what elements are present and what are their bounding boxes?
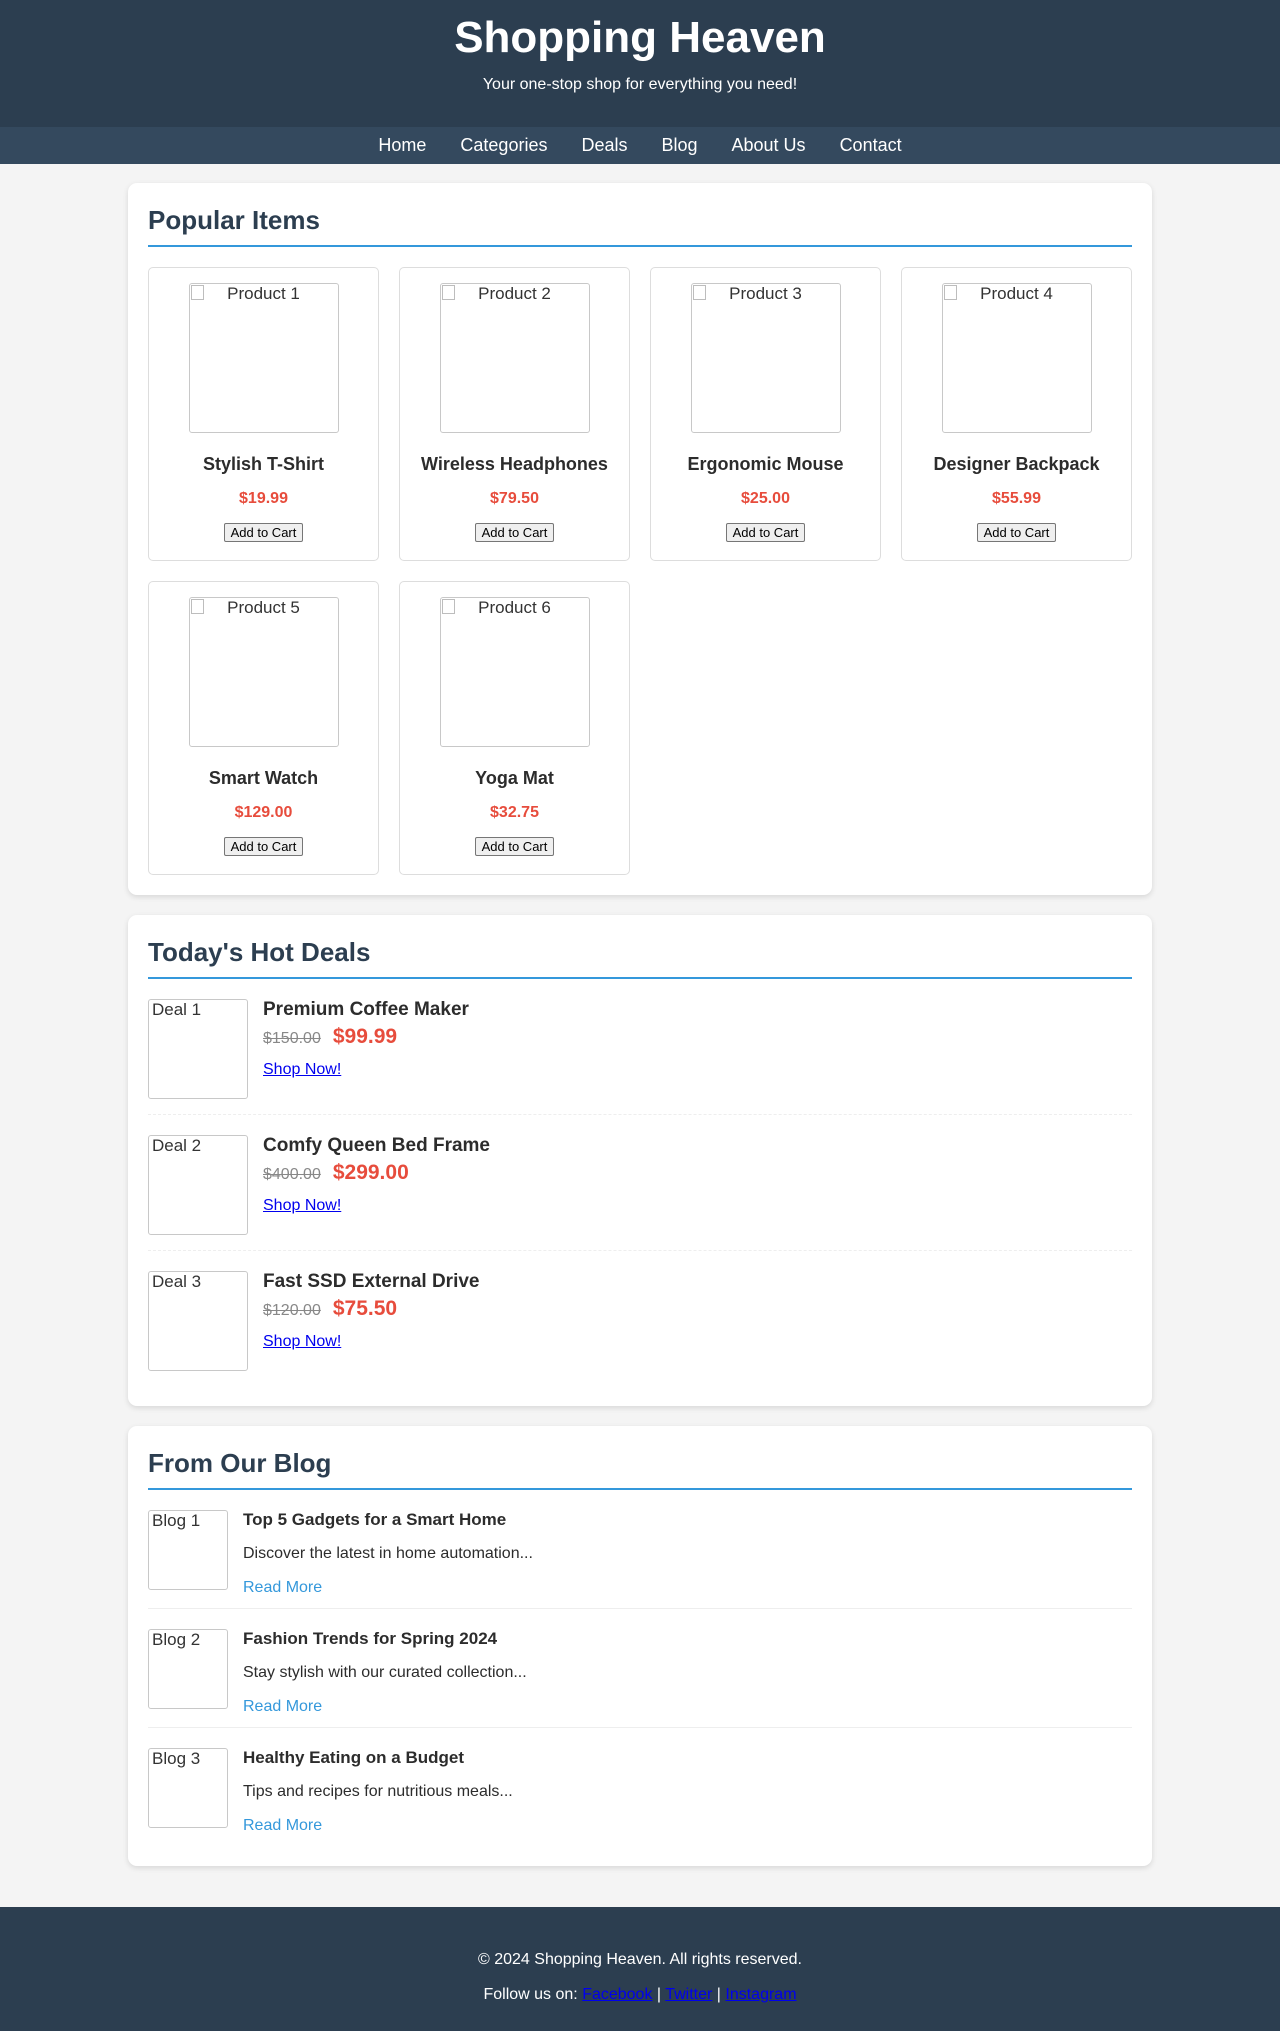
- add-to-cart-button[interactable]: Add to Cart: [977, 523, 1057, 542]
- product-price: $19.99: [239, 490, 288, 507]
- deal-item: [148, 1251, 1132, 1386]
- blog-post-excerpt: Tips and recipes for nutritious meals...: [243, 1783, 513, 1800]
- broken-image-icon: [191, 599, 204, 614]
- blog-post-title: Fashion Trends for Spring 2024: [243, 1629, 498, 1648]
- product-image-alt: Product 6: [478, 598, 551, 617]
- old-price: $120.00: [263, 1302, 321, 1319]
- broken-image-icon: [442, 599, 455, 614]
- product-image-alt: Product 2: [478, 284, 551, 303]
- product-image: [942, 283, 1092, 433]
- blog-section: [128, 1426, 1152, 1866]
- hot-deals-section: [128, 915, 1152, 1406]
- product-price: $79.50: [490, 490, 539, 507]
- blog-image-alt: Blog 1: [152, 1511, 201, 1530]
- shop-now-link[interactable]: Shop Now!: [263, 1197, 342, 1214]
- site-header: [0, 0, 1280, 127]
- blog-post-info: [243, 1510, 533, 1598]
- deal-info: [263, 999, 469, 1099]
- nav-blog[interactable]: Blog: [661, 135, 698, 155]
- product-name: Stylish T-Shirt: [202, 454, 325, 474]
- product-image: [189, 597, 339, 747]
- add-to-cart-button[interactable]: Add to Cart: [224, 837, 304, 856]
- blog-image: [148, 1629, 228, 1709]
- add-to-cart-button[interactable]: Add to Cart: [475, 837, 555, 856]
- add-to-cart-button[interactable]: Add to Cart: [726, 523, 806, 542]
- section-title: From Our Blog: [148, 1446, 1132, 1490]
- blog-image-alt: Blog 2: [152, 1630, 201, 1649]
- broken-image-icon: [944, 285, 957, 300]
- product-card: [148, 581, 379, 875]
- product-card: [650, 267, 881, 561]
- deal-name: Premium Coffee Maker: [263, 999, 469, 1020]
- blog-image: [148, 1748, 228, 1828]
- read-more-link[interactable]: Read More: [243, 1817, 323, 1834]
- read-more-link[interactable]: Read More: [243, 1698, 323, 1715]
- deal-item: [148, 979, 1132, 1115]
- blog-post: [148, 1728, 1132, 1846]
- deal-prices: [263, 1161, 490, 1187]
- deal-info: [263, 1135, 490, 1235]
- site-footer: [0, 1907, 1280, 2031]
- product-card: [148, 267, 379, 561]
- main-nav: [0, 127, 1280, 164]
- blog-post-info: [243, 1629, 527, 1717]
- blog-post: [148, 1490, 1132, 1609]
- copyright-text: © 2024 Shopping Heaven. All rights reserved.: [478, 1951, 802, 1968]
- deal-image-alt: Deal 2: [152, 1136, 202, 1155]
- site-title: Shopping Heaven: [454, 13, 826, 62]
- instagram-link[interactable]: Instagram: [725, 1986, 797, 2003]
- deal-item: [148, 1115, 1132, 1251]
- popular-items-section: [128, 183, 1152, 895]
- main-content: [128, 183, 1152, 1886]
- blog-post: [148, 1609, 1132, 1728]
- product-image: [691, 283, 841, 433]
- deal-prices: [263, 1297, 479, 1323]
- product-price: $129.00: [234, 804, 293, 821]
- product-image: [189, 283, 339, 433]
- add-to-cart-button[interactable]: Add to Cart: [224, 523, 304, 542]
- product-name: Smart Watch: [208, 768, 319, 788]
- nav-categories[interactable]: Categories: [460, 135, 548, 155]
- follow-label: Follow us on:: [483, 1986, 583, 2003]
- product-image-alt: Product 1: [227, 284, 300, 303]
- product-image-alt: Product 3: [729, 284, 802, 303]
- product-image-alt: Product 5: [227, 598, 300, 617]
- old-price: $400.00: [263, 1166, 321, 1183]
- product-name: Designer Backpack: [933, 454, 1100, 474]
- deal-image: [148, 1271, 248, 1371]
- shop-now-link[interactable]: Shop Now!: [263, 1333, 342, 1350]
- separator: |: [712, 1986, 726, 2003]
- product-image: [440, 597, 590, 747]
- blog-post-info: [243, 1748, 513, 1836]
- broken-image-icon: [693, 285, 706, 300]
- broken-image-icon: [442, 285, 455, 300]
- deal-name: Fast SSD External Drive: [263, 1271, 480, 1292]
- product-card: [399, 267, 630, 561]
- nav-contact[interactable]: Contact: [839, 135, 902, 155]
- section-title: Popular Items: [148, 203, 1132, 247]
- product-price: $25.00: [741, 490, 790, 507]
- deal-image-alt: Deal 1: [152, 1000, 202, 1019]
- blog-image: [148, 1510, 228, 1590]
- old-price: $150.00: [263, 1030, 321, 1047]
- blog-image-alt: Blog 3: [152, 1749, 201, 1768]
- read-more-link[interactable]: Read More: [243, 1579, 323, 1596]
- new-price: $75.50: [332, 1297, 398, 1320]
- nav-deals[interactable]: Deals: [581, 135, 628, 155]
- blog-post-title: Top 5 Gadgets for a Smart Home: [243, 1510, 507, 1529]
- product-name: Wireless Headphones: [421, 454, 608, 474]
- deal-info: [263, 1271, 479, 1371]
- blog-post-excerpt: Discover the latest in home automation...: [243, 1545, 533, 1562]
- site-tagline: Your one-stop shop for everything you need!: [482, 76, 798, 93]
- nav-about-us[interactable]: About Us: [731, 135, 806, 155]
- product-name: Yoga Mat: [475, 768, 554, 788]
- deal-name: Comfy Queen Bed Frame: [263, 1135, 490, 1156]
- product-price: $32.75: [490, 804, 539, 821]
- deal-image-alt: Deal 3: [152, 1272, 202, 1291]
- deal-image: [148, 999, 248, 1099]
- deal-prices: [263, 1025, 469, 1051]
- product-price: $55.99: [992, 490, 1041, 507]
- section-title: Today's Hot Deals: [148, 935, 1132, 979]
- add-to-cart-button[interactable]: Add to Cart: [475, 523, 555, 542]
- new-price: $299.00: [332, 1161, 409, 1184]
- product-card: [901, 267, 1132, 561]
- separator: |: [652, 1986, 666, 2003]
- social-links: [0, 1985, 1280, 2005]
- blog-post-excerpt: Stay stylish with our curated collection...: [243, 1664, 527, 1681]
- facebook-link[interactable]: Facebook: [582, 1986, 653, 2003]
- deal-image: [148, 1135, 248, 1235]
- product-name: Ergonomic Mouse: [687, 454, 844, 474]
- shop-now-link[interactable]: Shop Now!: [263, 1061, 342, 1078]
- blog-post-title: Healthy Eating on a Budget: [243, 1748, 465, 1767]
- product-image-alt: Product 4: [980, 284, 1053, 303]
- twitter-link[interactable]: Twitter: [665, 1986, 713, 2003]
- product-grid: [148, 267, 1132, 875]
- broken-image-icon: [191, 285, 204, 300]
- product-image: [440, 283, 590, 433]
- product-card: [399, 581, 630, 875]
- new-price: $99.99: [332, 1025, 398, 1048]
- nav-home[interactable]: Home: [378, 135, 427, 155]
